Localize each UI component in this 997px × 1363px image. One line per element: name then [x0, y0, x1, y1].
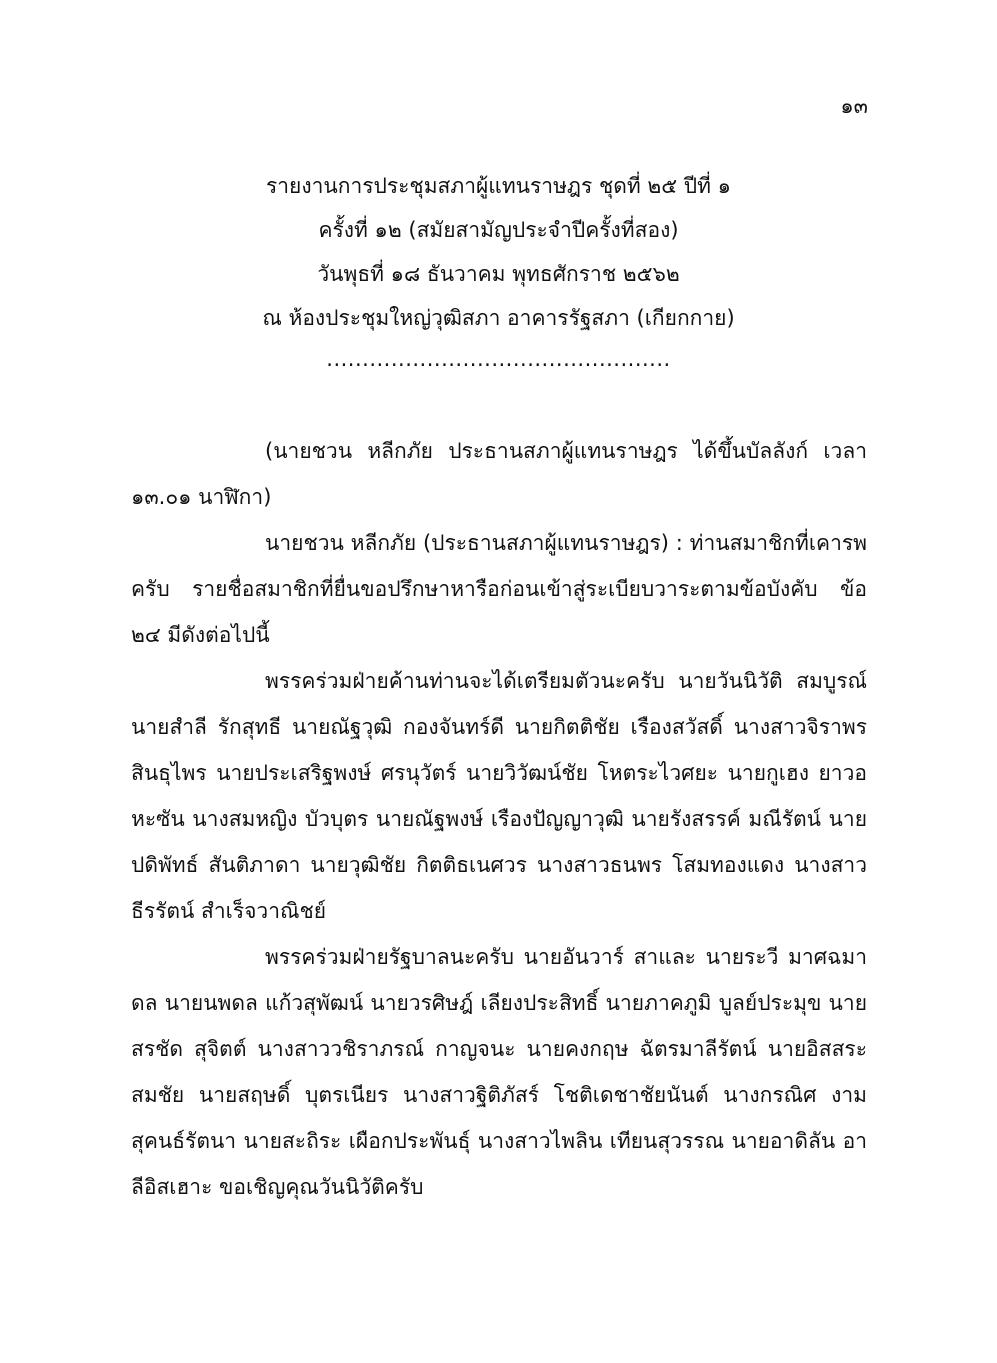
paragraph-chair-statement: นายชวน หลีกภัย (ประธานสภาผู้แทนราษฎร) : ท่านสมาชิกที่เคารพครับ รายชื่อสมาชิกที่ยื่นขอปรึกษาหารือก่อนเข้าสู่ระเบียบวาระตามข้อบังคับ ข้อ ๒๔ มีดังต่อไปนี้	[131, 531, 867, 647]
paragraph-opening: (นายชวน หลีกภัย ประธานสภาผู้แทนราษฎร ได้ขึ้นบัลลังก์ เวลา ๑๓.๐๑ นาฬิกา)	[131, 439, 867, 509]
document-header	[130, 164, 867, 374]
paragraph-government-list: พรรคร่วมฝ่ายรัฐบาลนะครับ นายอันวาร์ สาและ นายระวี มาศฉมาดล นายนพดล แก้วสุพัฒน์ นายวรศิษฎ์ เลียงประสิทธิ์ นายภาคภูมิ บูลย์ประมุข นายสรชัด สุจิตต์ นางสาววชิราภรณ์ กาญจนะ นายคงกฤษ ฉัตรมาลีรัตน์ นายอิสสระ สมชัย นายสฤษดิ์ บุตรเนียร นางสาวฐิติภัสร์ โชติเดชาชัยนันต์ นางกรณิศ งามสุคนธ์รัตนา นายสะถิระ เผือกประพันธุ์ นางสาวไพลิน เทียนสุวรรณ นายอาดิลัน อาลีอิสเฮาะ ขอเชิญคุณวันนิวัติครับ	[131, 945, 867, 1199]
document-body	[131, 428, 867, 1210]
header-venue: ณ ห้องประชุมใหญ่วุฒิสภา อาคารรัฐสภา (เกียกกาย)	[262, 306, 735, 330]
header-date: วันพุธที่ ๑๘ ธันวาคม พุทธศักราช ๒๕๖๒	[317, 262, 680, 286]
header-title: รายงานการประชุมสภาผู้แทนราษฎร ชุดที่ ๒๕ ปีที่ ๑	[265, 174, 731, 198]
page-number: ๑๓	[840, 94, 868, 118]
header-separator: ................................................	[326, 347, 671, 371]
paragraph-opposition-list: พรรคร่วมฝ่ายค้านท่านจะได้เตรียมตัวนะครับ นายวันนิวัติ สมบูรณ์ นายสำลี รักสุทธี นายณัฐวุฒิ กองจันทร์ดี นายกิตติชัย เรืองสวัสดิ์ นางสาวจิราพร สินธุไพร นายประเสริฐพงษ์ ศรนุวัตร์ นายวิวัฒน์ชัย โหตระไวศยะ นายกูเฮง ยาวอหะซัน นางสมหญิง บัวบุตร นายณัฐพงษ์ เรืองปัญญาวุฒิ นายรังสรรค์ มณีรัตน์ นายปดิพัทธ์ สันติภาดา นายวุฒิชัย กิตติธเนศวร นางสาวธนพร โสมทองแดง นางสาวธีรรัตน์ สำเร็จวาณิชย์	[131, 669, 867, 923]
header-session: ครั้งที่ ๑๒ (สมัยสามัญประจำปีครั้งที่สอง)	[318, 218, 679, 242]
